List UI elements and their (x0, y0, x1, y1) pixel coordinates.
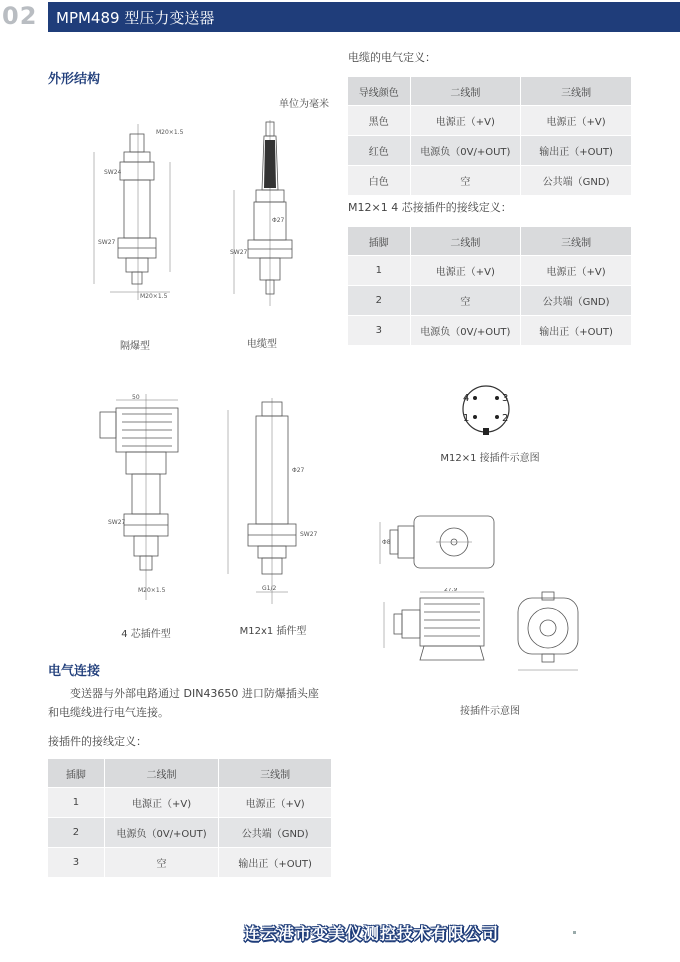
footer-dot (573, 931, 576, 934)
m12-plug-drawing (218, 396, 328, 606)
cell: 空 (410, 286, 521, 316)
cell: 输出正（+OUT) (219, 848, 331, 878)
page-title: MPM489 型压力变送器 (56, 9, 215, 27)
cell: 空 (104, 848, 218, 878)
electrical-paragraph-line1: 变送器与外部电路通过 DIN43650 进口防爆插头座 (70, 687, 319, 700)
electrical-paragraph-line2: 和电缆线进行电气连接。 (48, 706, 169, 719)
cell: 红色 (348, 136, 410, 166)
explosion-proof-drawing (80, 122, 190, 302)
cable-type-drawing (220, 118, 310, 308)
outline-heading: 外形结构 (48, 72, 101, 87)
svg-text:50: 50 (132, 394, 140, 401)
table-row (348, 256, 631, 286)
table-row (348, 316, 631, 346)
table-row (48, 848, 331, 878)
column-header: 二线制 (410, 77, 521, 106)
cell: 电源负（0V/+OUT) (104, 818, 218, 848)
column-header: 二线制 (410, 227, 521, 256)
m12-table-title: M12×1 4 芯接插件的接线定义： (348, 201, 512, 214)
caption-explosion-proof: 隔爆型 (120, 341, 150, 352)
m12-wiring-table (348, 227, 631, 345)
cell: 公共端（GND) (521, 166, 631, 196)
cell: 输出正（+OUT) (521, 136, 631, 166)
svg-text:SW27: SW27 (98, 239, 116, 246)
connector-side-drawing (380, 588, 500, 672)
m12-diagram-caption: M12×1 接插件示意图 (440, 453, 540, 464)
unit-note: 单位为毫米 (279, 99, 329, 110)
cell: 1 (348, 256, 410, 286)
table-row (348, 286, 631, 316)
cell: 电源正（+V) (521, 106, 631, 136)
svg-text:Φ8: Φ8 (382, 539, 391, 546)
caption-four-pin: 4 芯插件型 (121, 629, 171, 640)
svg-text:M20×1.5: M20×1.5 (156, 129, 184, 136)
cell: 黑色 (348, 106, 410, 136)
cell: 公共端（GND) (219, 818, 331, 848)
company-name: 连云港市变美仪测控技术有限公司 (244, 924, 500, 943)
svg-text:SW27: SW27 (108, 519, 126, 526)
svg-text:27.9: 27.9 (444, 588, 458, 593)
electrical-heading: 电气连接 (48, 664, 101, 679)
pin-label: 3 (502, 393, 509, 404)
column-header: 二线制 (104, 759, 218, 788)
cell: 电源正（+V) (410, 256, 521, 286)
svg-text:M20×1.5: M20×1.5 (140, 293, 168, 300)
column-header: 插脚 (48, 759, 104, 788)
svg-text:SW27: SW27 (230, 249, 248, 256)
cell: 电源负（0V/+OUT) (410, 316, 521, 346)
cell: 公共端（GND) (521, 286, 631, 316)
column-header: 三线制 (219, 759, 331, 788)
svg-text:SW27: SW27 (300, 531, 318, 538)
svg-text:G1/2: G1/2 (262, 585, 277, 592)
section-number: 02 (2, 2, 38, 30)
table-row (48, 788, 331, 818)
table-row (348, 136, 631, 166)
column-header: 三线制 (521, 77, 631, 106)
column-header: 导线颜色 (348, 77, 410, 106)
cell: 1 (48, 788, 104, 818)
caption-m12: M12x1 插件型 (239, 626, 307, 637)
plug-table-title: 接插件的接线定义： (48, 735, 147, 748)
pin-label: 2 (502, 413, 509, 424)
caption-cable: 电缆型 (247, 339, 277, 350)
connector-front-drawing (512, 588, 584, 676)
cell: 3 (48, 848, 104, 878)
cell: 电源正（+V) (521, 256, 631, 286)
cable-wiring-table (348, 77, 631, 195)
svg-text:Φ27: Φ27 (272, 217, 285, 224)
cable-table-title: 电缆的电气定义： (348, 51, 436, 64)
cell: 电源正（+V) (104, 788, 218, 818)
table-row (348, 106, 631, 136)
cell: 输出正（+OUT) (521, 316, 631, 346)
svg-text:SW24: SW24 (104, 169, 122, 176)
cell: 3 (348, 316, 410, 346)
cell: 2 (348, 286, 410, 316)
four-pin-plug-drawing (86, 392, 196, 602)
cell: 白色 (348, 166, 410, 196)
table-row (48, 818, 331, 848)
pin-label: 4 (463, 393, 470, 404)
svg-text:M20×1.5: M20×1.5 (138, 587, 166, 594)
connector-top-drawing (376, 512, 506, 574)
m12-pin-diagram (457, 384, 517, 442)
column-header: 插脚 (348, 227, 410, 256)
cell: 电源正（+V) (219, 788, 331, 818)
pin-label: 1 (463, 413, 470, 424)
table-row (348, 166, 631, 196)
plug-wiring-table (48, 759, 331, 877)
cell: 电源负（0V/+OUT) (410, 136, 521, 166)
cell: 电源正（+V) (410, 106, 521, 136)
cell: 2 (48, 818, 104, 848)
column-header: 三线制 (521, 227, 631, 256)
connector-diagram-caption: 接插件示意图 (460, 706, 520, 717)
cell: 空 (410, 166, 521, 196)
svg-text:Φ27: Φ27 (292, 467, 305, 474)
